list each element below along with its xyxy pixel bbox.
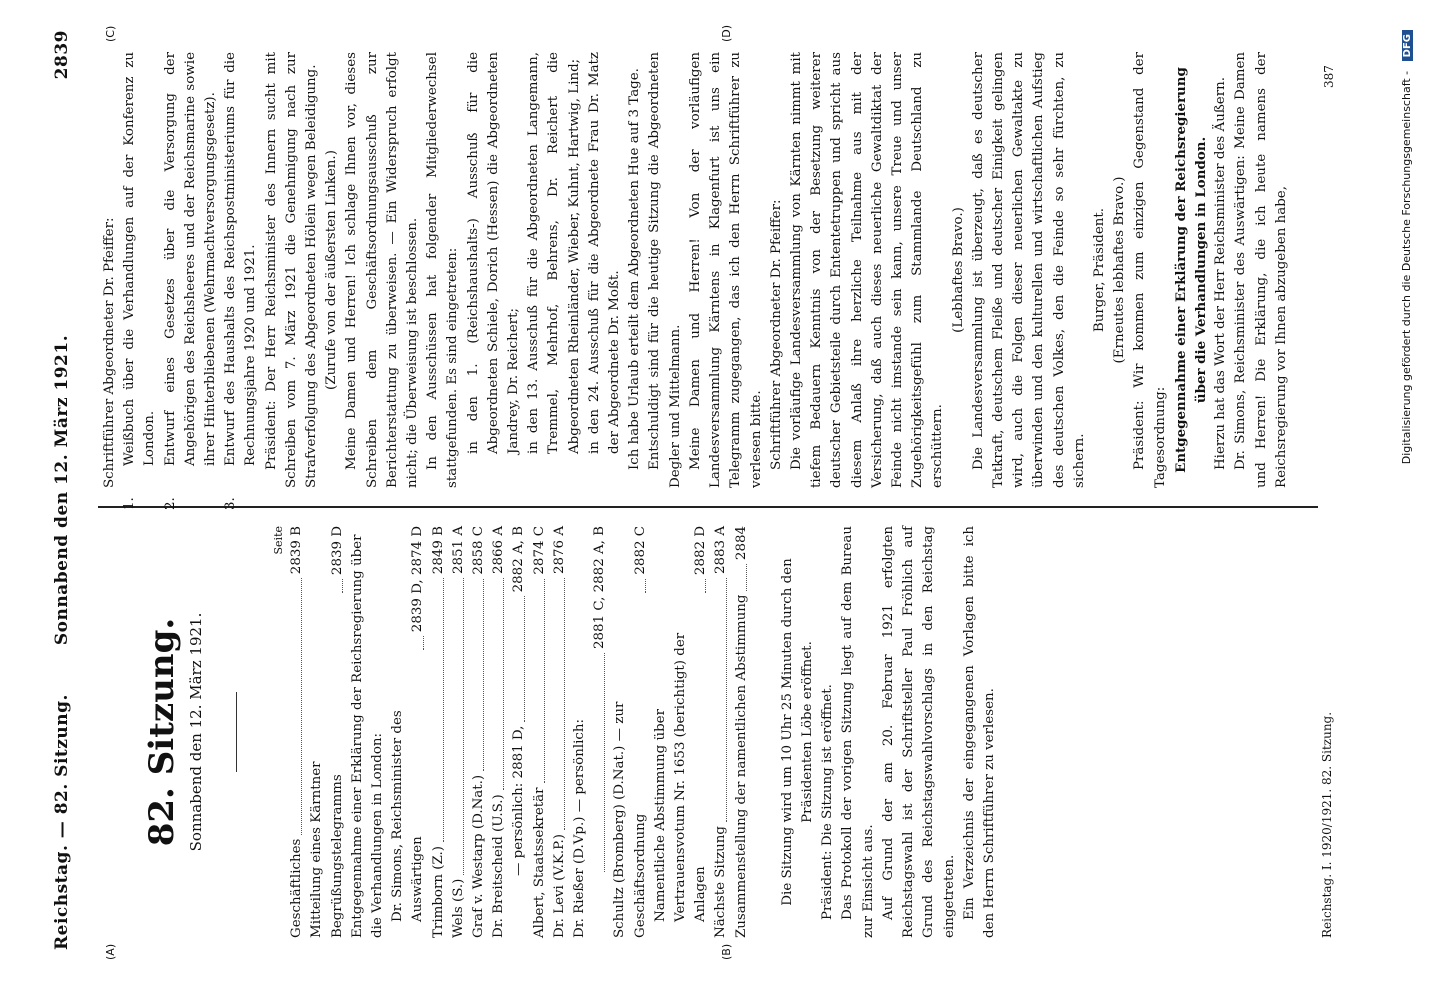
list-item-number: 3.	[223, 497, 239, 510]
paragraph: Meine Damen und Herren! Von der vorläufigen Landesversammlung Kärntens in Klagenfurt ist uns ein Telegramm zugegangen, das ich den Herrn Schriftführer zu verlesen bitte.	[687, 52, 764, 488]
toc-entry-page: 2876 A	[551, 526, 567, 575]
toc-entry-text: Geschäftliches	[289, 838, 305, 938]
list-item-number: 2.	[162, 497, 178, 510]
toc-entry	[307, 526, 347, 938]
speaker-intro: Schriftführer Abgeordneter Dr. Pfeiffer:	[102, 217, 117, 488]
paragraph: Meine Damen und Herren! Ich schlage Ihnen vor, dieses Schreiben dem Geschäftsordnungsausschuß zur Berichterstattung zu überweisen. — Ein Widerspruch erfolgt nicht; die Überweisung ist beschlossen.	[344, 52, 421, 488]
toc-entry-text: Trimborn (Z.)	[430, 845, 446, 938]
toc-entry-text: Dr. Simons, Reichsminister des Auswärtigen	[390, 710, 426, 922]
toc-entry-text: — persönlich: 2881 D,	[511, 725, 527, 876]
margin-mark-b: (B)	[720, 943, 733, 960]
toc-entry	[651, 526, 712, 938]
toc-entry-text: Nächste Sitzung	[713, 826, 729, 938]
toc-entry-page: 2874 C	[531, 526, 547, 575]
numbered-list	[120, 52, 261, 510]
toc-entry-page: 2839 D, 2874 D	[410, 526, 426, 633]
column-divider	[98, 506, 1318, 508]
title-rule	[236, 692, 237, 772]
toc-entry-page: 2858 C	[471, 526, 487, 575]
toc-entry-text: Namentliche Abstimmung über Vertrauensvotum Nr. 1653 (berichtigt) der Anlagen	[652, 632, 709, 922]
paragraph: in den 13. Ausschuß für die Abgeordneten Langemann, Tremmel, Mehrhof, Behrens, Dr. Reichert die Abgeordneten Rheinländer, Wieber, Kuhnt, Hartwig, Lind;	[526, 52, 582, 454]
toc-leader-dots	[645, 579, 646, 593]
toc-entry	[732, 526, 752, 938]
paragraph: Ein Verzeichnis der eingegangenen Vorlagen bitte ich den Herrn Schriftführer zu verlesen.	[961, 526, 997, 938]
toc-entry	[449, 526, 469, 938]
paragraph: (Lebhaftes Bravo.)	[950, 207, 966, 333]
paragraph: Hierzu hat das Wort der Herr Reichsminister des Äußern.	[1213, 77, 1229, 470]
toc-leader-dots	[423, 636, 424, 650]
toc-entry-text: Graf v. Westarp (D.Nat.)	[471, 774, 487, 938]
toc-entry-page: 2883 A	[713, 526, 729, 575]
toc-entry-page: 2881 C, 2882 A, B	[592, 526, 608, 649]
toc-entry-page: 2839 B	[289, 526, 305, 575]
toc-entry-text: Dr. Breitscheid (U.S.)	[491, 794, 507, 938]
toc-leader-dots	[705, 579, 706, 593]
paragraph: In den Ausschüssen hat folgender Mitgliederwechsel stattgefunden. Es sind eingetreten:	[425, 52, 461, 488]
toc-entry-page: 2851 A	[450, 526, 466, 575]
header-center: Sonnabend den 12. März 1921.	[52, 334, 72, 646]
list-item	[161, 52, 222, 510]
toc-entry	[570, 526, 590, 938]
footer-left: Reichstag. I. 1920/1921. 82. Sitzung.	[1320, 711, 1334, 938]
toc-leader-dots	[524, 596, 525, 721]
session-title: 82. Sitzung.	[142, 617, 182, 847]
signature-number: 387	[1322, 65, 1336, 88]
digitization-credit	[1400, 30, 1426, 970]
toc-entry-text: Schultz (Bromberg) (D.Nat.) — zur Geschäftsordnung	[612, 701, 648, 938]
toc-entry-page: 2839 D	[329, 526, 345, 576]
dfg-badge: DFG	[1402, 30, 1413, 61]
list-item-number: 1.	[122, 497, 138, 510]
toc-entry-page: 2882 A, B	[511, 526, 527, 593]
toc-entry	[469, 526, 489, 938]
list-item-text: Entwurf eines Gesetzes über die Versorgung der Angehörigen des Reichsheeres und der Reichsmarine sowie ihrer Hinterbliebenen (Wehrmachtversorgungsgesetz).	[162, 52, 219, 466]
toc-entry-text: Zusammenstellung der namentlichen Abstimmung	[733, 594, 749, 938]
toc-entry-page: 2882 C	[632, 526, 648, 575]
toc-entry	[429, 526, 449, 938]
paragraph: Entschuldigt sind für die heutige Sitzung die Abgeordneten Degler und Mittelmann.	[647, 52, 683, 488]
toc-leader-dots	[564, 578, 565, 830]
header-left: Reichstag. — 82. Sitzung.	[52, 694, 72, 950]
table-of-contents	[287, 526, 752, 938]
toc-leader-dots	[301, 578, 302, 834]
paragraph: in den 1. (Reichshaushalts-) Ausschuß für die Abgeordneten Schiele, Dorich (Hessen) die Abgeordneten Jandrey, Dr. Reichert;	[465, 52, 522, 454]
seite-label: Seite	[272, 526, 286, 555]
toc-entry	[388, 526, 428, 938]
paragraph: Burger, Präsident.	[1091, 207, 1107, 333]
toc-entry	[590, 526, 610, 938]
paragraph: Präsident: Wir kommen zum einzigen Gegenstand der Tagesordnung:	[1132, 52, 1168, 488]
toc-entry-text: Albert, Staatssekretär	[531, 787, 547, 938]
toc-entry-page: 2884	[733, 526, 749, 561]
toc-entry-page: 2849 B	[430, 526, 446, 575]
paragraph: Ich habe Urlaub erteilt dem Abgeordneten Hue auf 3 Tage.	[627, 68, 643, 470]
toc-entry	[287, 526, 307, 938]
margin-mark-a: (A)	[104, 943, 117, 960]
session-date: Sonnabend den 12. März 1921.	[187, 612, 205, 852]
toc-entry-text: Wels (S.)	[450, 878, 466, 938]
list-item	[120, 52, 160, 510]
toc-leader-dots	[463, 578, 464, 875]
toc-entry-text: Dr. Levi (V.K.P.)	[551, 834, 567, 938]
toc-leader-dots	[342, 579, 343, 593]
toc-entry	[489, 526, 509, 938]
margin-mark-c: (C)	[104, 25, 117, 42]
right-paragraphs	[262, 52, 1292, 488]
toc-entry-text: Mitteilung eines Kärntner Begrüßungstelegramms	[309, 761, 345, 938]
opening-line: Die Sitzung wird um 10 Uhr 25 Minuten durch den Präsidenten Löbe eröffnet.	[779, 558, 816, 906]
toc-entry-page: 2866 A	[491, 526, 507, 575]
toc-leader-dots	[746, 564, 747, 590]
paragraph: Das Protokoll der vorigen Sitzung liegt auf dem Bureau zur Einsicht aus.	[840, 526, 876, 938]
page-number: 2839	[52, 30, 72, 80]
toc-entry	[348, 526, 388, 938]
toc-entry	[610, 526, 650, 938]
right-column	[100, 52, 1292, 510]
toc-entry-page: 2882 D	[693, 526, 709, 576]
left-column	[100, 526, 1000, 938]
toc-leader-dots	[443, 578, 444, 842]
paragraph: Entgegennahme einer Erklärung der Reichsregierung über die Verhandlungen in London.	[1172, 67, 1209, 473]
list-item-text: Weißbuch über die Verhandlungen auf der Konferenz zu London.	[122, 52, 158, 466]
toc-leader-dots	[483, 579, 484, 771]
list-item	[221, 52, 261, 510]
paragraph: Die vorläufige Landesversammlung von Kärnten nimmt mit tiefem Bedauern Kenntnis von der Besetzung weiterer deutscher Gebietsteile durch Ententetruppen und spricht aus diesem Anlaß ihre herzliche Teilnahme aus mit der Versicherung, daß auch dieses neuerliche Gewaltdiktat der Feinde nicht imstande sein kann, unsere Treue und unser Zugehörigkeitsgefühl zum Stammlande Deutschland zu erschüttern.	[788, 52, 946, 488]
list-item-text: Entwurf des Haushalts des Reichspostministeriums für die Rechnungsjahre 1920 und 1921.	[223, 52, 259, 466]
toc-entry-text: Dr. Rießer (D.Vp.) — persönlich:	[572, 718, 588, 938]
toc-leader-dots	[544, 579, 545, 784]
toc-entry-text: Entgegennahme einer Erklärung der Reichsregierung über die Verhandlungen in London:	[349, 534, 386, 938]
paragraph: Auf Grund der am 20. Februar 1921 erfolgten Reichstagswahl ist der Schriftsteller Paul Fröhlich auf Grund des Reichstagswahlvorschlags in den Reichstag eingetreten.	[880, 526, 957, 938]
paragraph: Dr. Simons, Reichsminister des Auswärtigen: Meine Damen und Herren! Die Erklärung, die ich heute namens der Reichsregierung vor Ihnen abzugeben habe,	[1233, 52, 1289, 488]
toc-entry	[509, 526, 529, 938]
toc-leader-dots	[503, 578, 504, 790]
paragraph: (Zurufe von der äußersten Linken.)	[324, 150, 340, 390]
paragraph: (Erneutes lebhaftes Bravo.)	[1112, 176, 1128, 364]
running-header	[52, 30, 82, 950]
paragraph: Die Landesversammlung ist überzeugt, daß es deutscher Tatkraft, deutschem Fleiße und deutscher Einigkeit gelingen wird, auch die Folgen dieser neuerlichen Gewaltakte zu überwinden und den kulturellen und wirtschaftlichen Aufstieg des deutschen Volkes, den die Feinde so sehr fürchten, zu sichern.	[970, 52, 1087, 488]
paragraph: Präsident: Die Sitzung ist eröffnet.	[820, 684, 836, 920]
paragraph: Präsident: Der Herr Reichsminister des Innern sucht mit Schreiben vom 7. März 1921 die Genehmigung nach zur Strafverfolgung des Abgeordneten Hölein wegen Beleidigung.	[263, 52, 320, 488]
margin-mark-d: (D)	[720, 24, 733, 42]
toc-leader-dots	[726, 578, 727, 822]
toc-entry	[711, 526, 731, 938]
toc-leader-dots	[604, 653, 605, 872]
paragraph: Schriftführer Abgeordneter Dr. Pfeiffer:	[768, 199, 784, 470]
paragraph: in den 24. Ausschuß für die Abgeordnete Frau Dr. Matz der Abgeordnete Dr. Moßt.	[586, 52, 623, 454]
toc-entry	[550, 526, 570, 938]
toc-entry	[530, 526, 550, 938]
credit-text: Digitalisierung gefördert durch die Deutsche Forschungsgemeinschaft -	[1400, 70, 1413, 465]
